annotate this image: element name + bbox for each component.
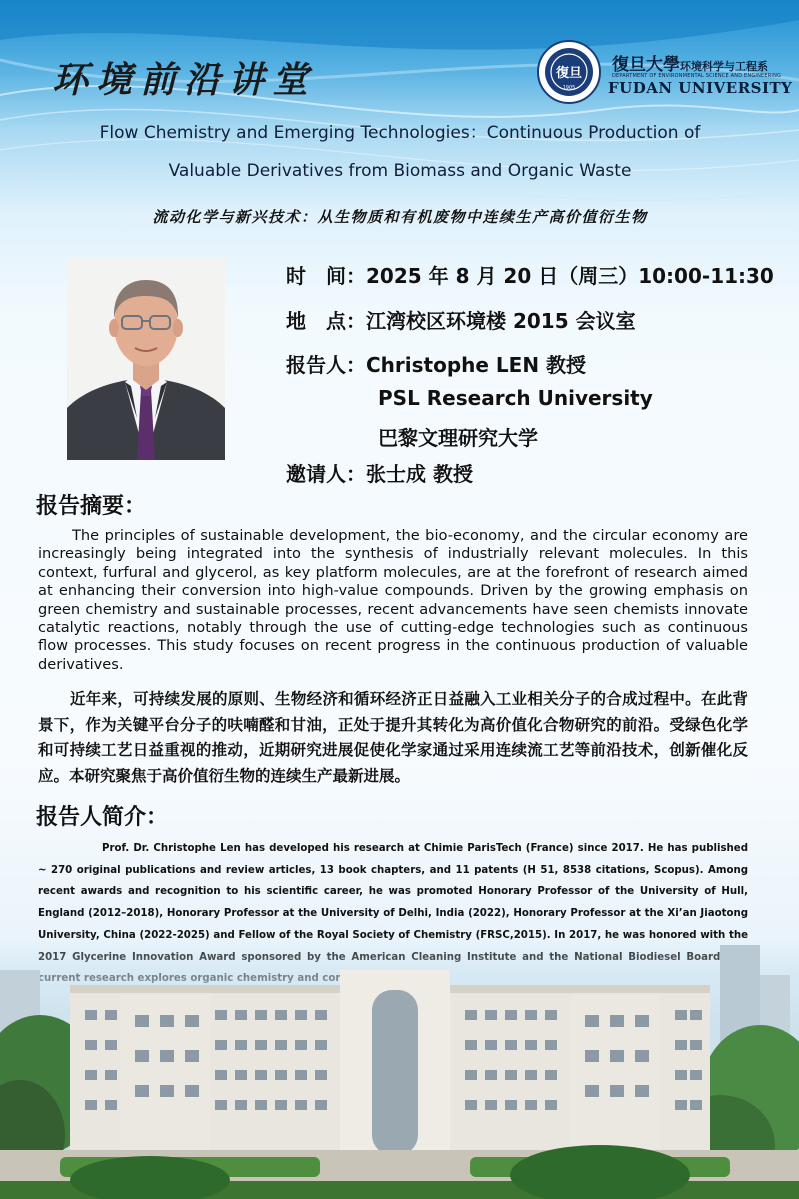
- info-time: 时 间：2025 年 8 月 20 日（周三）10:00-11:30: [286, 264, 774, 288]
- speaker-photo: [67, 258, 225, 460]
- svg-text:1905: 1905: [562, 85, 576, 91]
- abstract-heading: 报告摘要：: [36, 494, 147, 519]
- speaker-affiliation-cn: 巴黎文理研究大学: [378, 426, 538, 450]
- info-host: 邀请人：张士成 教授: [286, 462, 473, 486]
- talk-title-en-line1: Flow Chemistry and Emerging Technologies：Continuous Production of: [99, 123, 701, 143]
- info-speaker: 报告人：Christophe LEN 教授: [286, 353, 587, 377]
- logo-university-en: FUDAN UNIVERSITY: [608, 79, 793, 97]
- speaker-affiliation-en: PSL Research University: [378, 386, 653, 410]
- talk-title-en-line2: Valuable Derivatives from Biomass and Organic Waste: [168, 161, 632, 181]
- talk-title-cn: 流动化学与新兴技术：从生物质和有机废物中连续生产高价值衍生物: [152, 208, 648, 226]
- logo-university-cn: 復旦大學环境科学与工程系: [612, 55, 768, 75]
- campus-building-image: [0, 935, 799, 1199]
- svg-text:復旦: 復旦: [555, 66, 583, 81]
- logo-department-en: DEPARTMENT OF ENVIRONMENTAL SCIENCE AND ENGINEERING: [612, 73, 782, 79]
- abstract-text-cn: 近年来，可持续发展的原则、生物经济和循环经济正日益融入工业相关分子的合成过程中。在此背景下，作为关键平台分子的呋喃醛和甘油，正处于提升其转化为高价值化合物研究的前沿。受绿色化学和可持续工艺日益重视的推动，近期研究进展促使化学家通过采用连续流工艺等前沿技术，创新催化反应。本研究聚焦于高价值衍生物的连续生产最新进展。: [38, 690, 748, 785]
- lecture-series-title: 环境前沿讲堂: [52, 59, 317, 101]
- info-place: 地 点：江湾校区环境楼 2015 会议室: [286, 309, 636, 333]
- bio-heading: 报告人简介：: [36, 805, 169, 830]
- fudan-emblem-icon: [537, 40, 601, 104]
- speaker-bio: Prof. Dr. Christophe Len has developed his research at Chimie ParisTech (France) since 2017. He has published ~ 270 original publications and review articles, 13 book chapters, and 11 patents (H 51, 8538 citations, Scopus). Among recent awards and recognition to his scientific career, he was promoted Honorary Professor of the University of Hull, England (2012–2018), Honorary Professor at the University of Delhi, India (2022), Honorary Professor at the Xi’an Jiaotong: [38, 843, 748, 920]
- abstract-text-en: The principles of sustainable development, the bio-economy, and the circular economy are increasingly being integrated into the synthesis of industrially relevant molecules. In this context, furfural and glycerol, as key platform molecules, are at the forefront of research aimed at enhancing their conversion into high-value compounds. Driven by the growing emphasis on green chemistry and sustainable processes, recent advancements have seen chemists innovate catalytic reactions, notably through the use of cutting-edge technologies such as continuous flow processes. This study focuses on recent progress in the continuous production of valuable derivatives.: [38, 527, 748, 673]
